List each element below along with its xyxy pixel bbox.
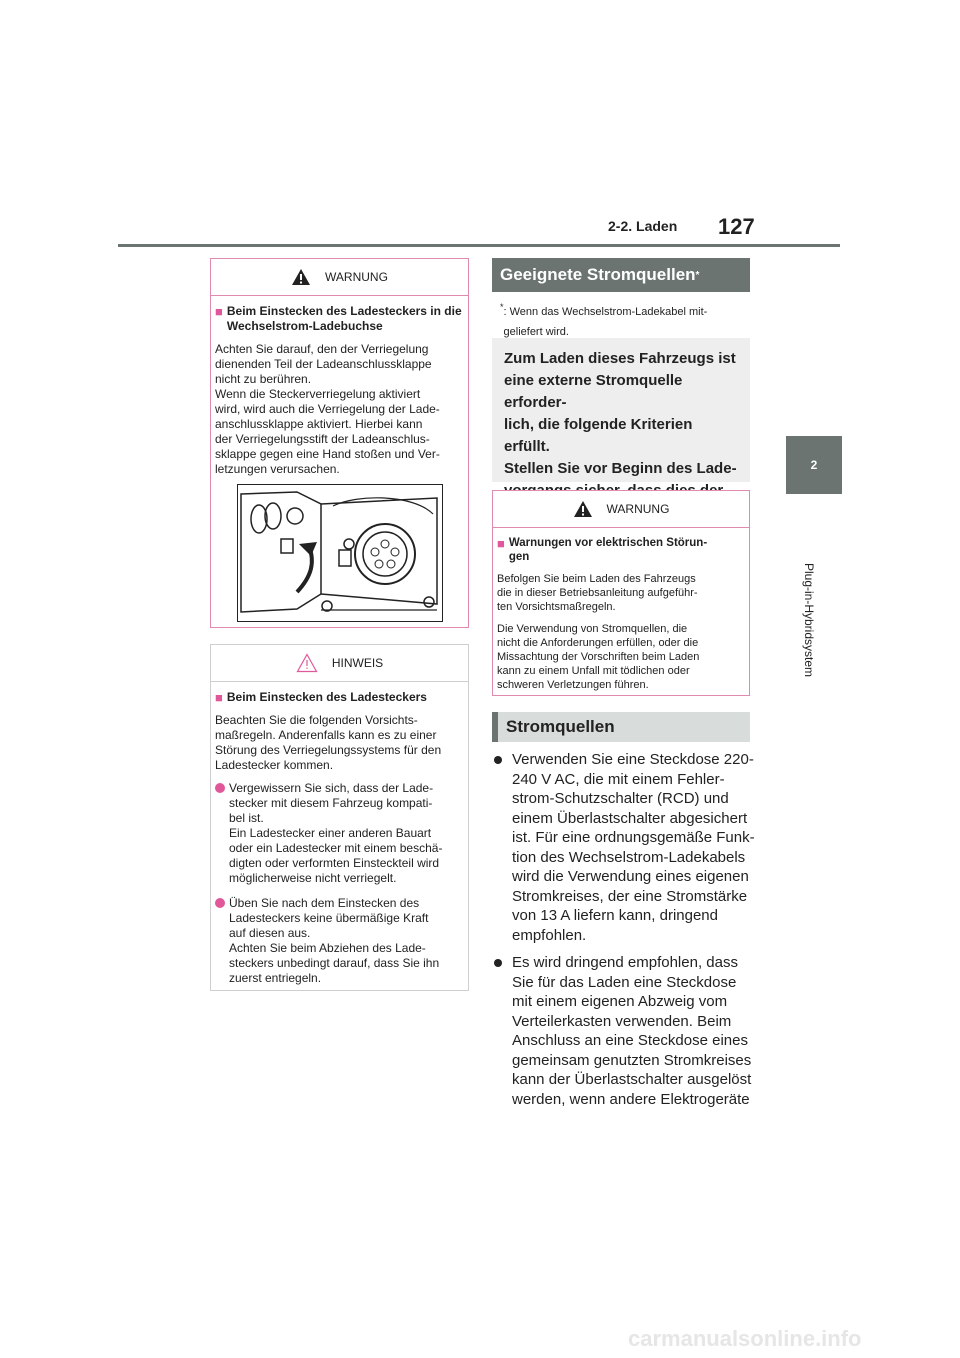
warning-text: Achten Sie darauf, den der Verriegelung dienenden Teil der Ladeanschlussklappe nicht zu berühren. Wenn die Steckerverriegelung aktiviert wird, wird auch die Verriegelung der Lade- anschlussklappe aktiviert. Hierbei kann der Verriegelungsstift der Ladeanschlus- sklappe gegen eine Hand stoßen und Ver- letzungen verursachen. (215, 342, 440, 476)
section-heading-power-sources: Stromquellen (492, 712, 750, 742)
bullet-dot-icon (215, 783, 225, 793)
warning-triangle-icon (291, 268, 311, 286)
chapter-number: 2 (810, 458, 818, 472)
power-source-list (494, 750, 756, 1109)
section-title: 2-2. Laden (608, 218, 678, 234)
warning-triangle-icon (573, 500, 593, 518)
bullet-dot-icon (494, 756, 502, 764)
note-intro: Beachten Sie die folgenden Vorsichts- maßregeln. Anderenfalls kann es zu einer Störung des Verriegelungssystems für den Ladestecker kommen. (215, 713, 442, 772)
list-item: Es wird dringend empfohlen, dass Sie für das Laden eine Steckdose mit einem eigenen Abzweig vom Verteilerkasten verwenden. Beim Anschluss an eine Steckdose eines gemeinsam genutzten Stromkreises kann der Überlastschalter ausgelöst werden, wenn andere Elektrogeräte (494, 953, 756, 1109)
caution-triangle-icon (296, 653, 318, 673)
warning-header (493, 491, 749, 528)
warning-header (211, 259, 468, 296)
section-heading-suitable-power: Geeignete Stromquellen * (492, 258, 750, 292)
warning-paragraph: Die Verwendung von Stromquellen, die nicht die Anforderungen erfüllen, oder die Missachtung der Vorschriften beim Laden kann zu einem Unfall mit tödlichen oder schweren Verletzungen führen. (497, 623, 700, 691)
square-bullet-icon: ■ (497, 536, 505, 551)
chapter-label-text: Plug-in-Hybridsystem (802, 562, 816, 678)
bullet-dot-icon (494, 959, 502, 967)
warning-subheading: ■ Warnungen vor elektrischen Störun- gen (497, 536, 708, 563)
warning-title: WARNUNG (606, 502, 670, 516)
warning-title: WARNUNG (325, 270, 388, 284)
warning-box-right (492, 490, 750, 696)
note-header (211, 645, 468, 682)
list-item: Vergewissern Sie sich, dass der Lade- stecker mit diesem Fahrzeug kompati- bel ist. Ein Ladestecker einer anderen Bauart oder ein Ladestecker mit einem beschä- digten oder verformten Einsteckteil wird möglicherweise nicht verriegelt. (215, 781, 464, 886)
list-item: Üben Sie nach dem Einstecken des Ladesteckers keine übermäßige Kraft auf diesen aus. Achten Sie beim Abziehen des Lade- steckers unbedingt darauf, dass Sie ihn zuerst entriegeln. (215, 896, 464, 986)
note-box (210, 644, 469, 991)
square-bullet-icon: ■ (215, 304, 223, 319)
watermark: carmanualsonline.info (628, 1326, 862, 1351)
header-rule (118, 244, 840, 247)
note-subheading: ■ Beim Einstecken des Ladesteckers (215, 690, 427, 705)
footnote: * : Wenn das Wechselstrom-Ladekabel mit- geliefert wird. (500, 302, 708, 338)
charging-port-illustration (237, 484, 443, 622)
warning-box-left (210, 258, 469, 628)
chapter-tab (786, 436, 842, 494)
page-number: 127 (718, 214, 755, 239)
list-item: Verwenden Sie eine Steckdose 220- 240 V AC, die mit einem Fehler- strom-Schutzschalter (RCD) und einem Überlastschalter abgesichert ist. Für eine ordnungsgemäße Funk- tion des Wechselstrom-Ladekabels wird die Verwendung eines eigenen Stromkreises, der eine Stromstärke von 13 A liefern kann, dringend empfohlen. (494, 750, 756, 945)
chapter-label (800, 560, 818, 680)
square-bullet-icon: ■ (215, 690, 223, 705)
warning-paragraph: Befolgen Sie beim Laden des Fahrzeugs die in dieser Betriebsanleitung aufgeführ- ten Vorsichtsmaßregeln. (497, 573, 698, 613)
note-title: HINWEIS (331, 656, 384, 670)
warning-subheading: ■ Beim Einstecken des Ladesteckers in die Wechselstrom-Ladebuchse (215, 304, 462, 333)
bullet-dot-icon (215, 898, 225, 908)
intro-text-box: Zum Laden dieses Fahrzeugs ist eine externe Stromquelle erforder- lich, die folgende Kriterien erfüllt. Stellen Sie vor Beginn des Lade- (492, 338, 750, 482)
